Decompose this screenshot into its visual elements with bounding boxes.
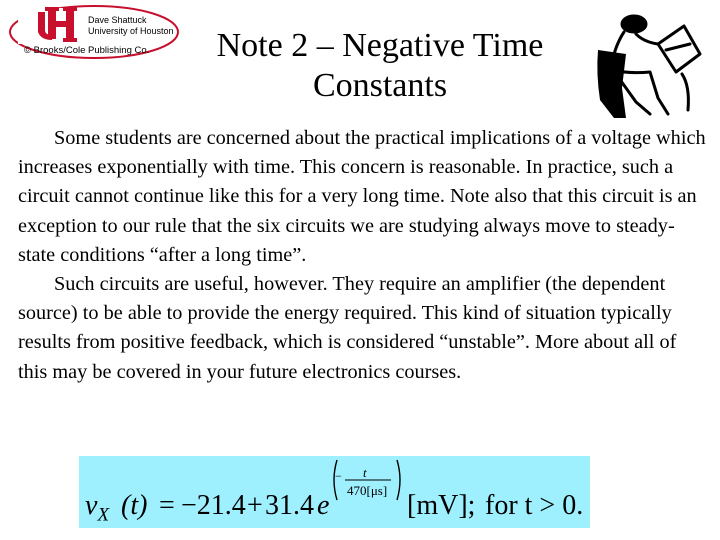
svg-text:−: −: [335, 469, 342, 483]
equation-equals: =: [159, 490, 175, 521]
equation-plus: +: [247, 490, 263, 521]
equation-lhs: $v_X$: [85, 490, 110, 526]
person-reading-icon: [596, 14, 706, 120]
paragraph-2: Such circuits are useful, however. They require an amplifier (the dependent source) to be able to provide the energy required. This kind of situation typically results from positive feedback, which is considered “unstable”. More about all of this may be covered in your future electronics courses.: [18, 273, 677, 383]
equation-box: [79, 456, 590, 528]
equation-base: e: [317, 490, 330, 521]
title-line-2: Constants: [312, 67, 448, 104]
paragraph-1: Some students are concerned about the practical implications of a voltage which increases exponentially with time. This concern is reasonable. In practice, such a circuit cannot continue like this for a very long time. Note also that this circuit is an exception to our rule that the six circuits we are studying always move to steady-state conditions “after a long time”.: [18, 127, 706, 266]
equation-coefficient: 31.4: [265, 490, 314, 521]
equation-condition: for t > 0.: [485, 490, 584, 521]
equation-lhs-arg: (t): [121, 490, 148, 521]
university-logo: [8, 4, 180, 62]
exponent-denominator: 470[μs]: [347, 483, 388, 498]
logo-university: University of Houston: [88, 26, 174, 36]
title-line-1: Note 2 – Negative Time: [216, 27, 544, 64]
equation-term1: −21.4: [181, 490, 246, 521]
equation-unit: [mV];: [407, 490, 476, 521]
page-title: [170, 26, 590, 106]
logo-publisher: © Brooks/Cole Publishing Co.: [24, 45, 150, 56]
equation: [85, 458, 585, 526]
body-text: [18, 124, 708, 387]
logo-author: Dave Shattuck: [88, 15, 147, 25]
exponent-numerator: t: [363, 465, 367, 480]
